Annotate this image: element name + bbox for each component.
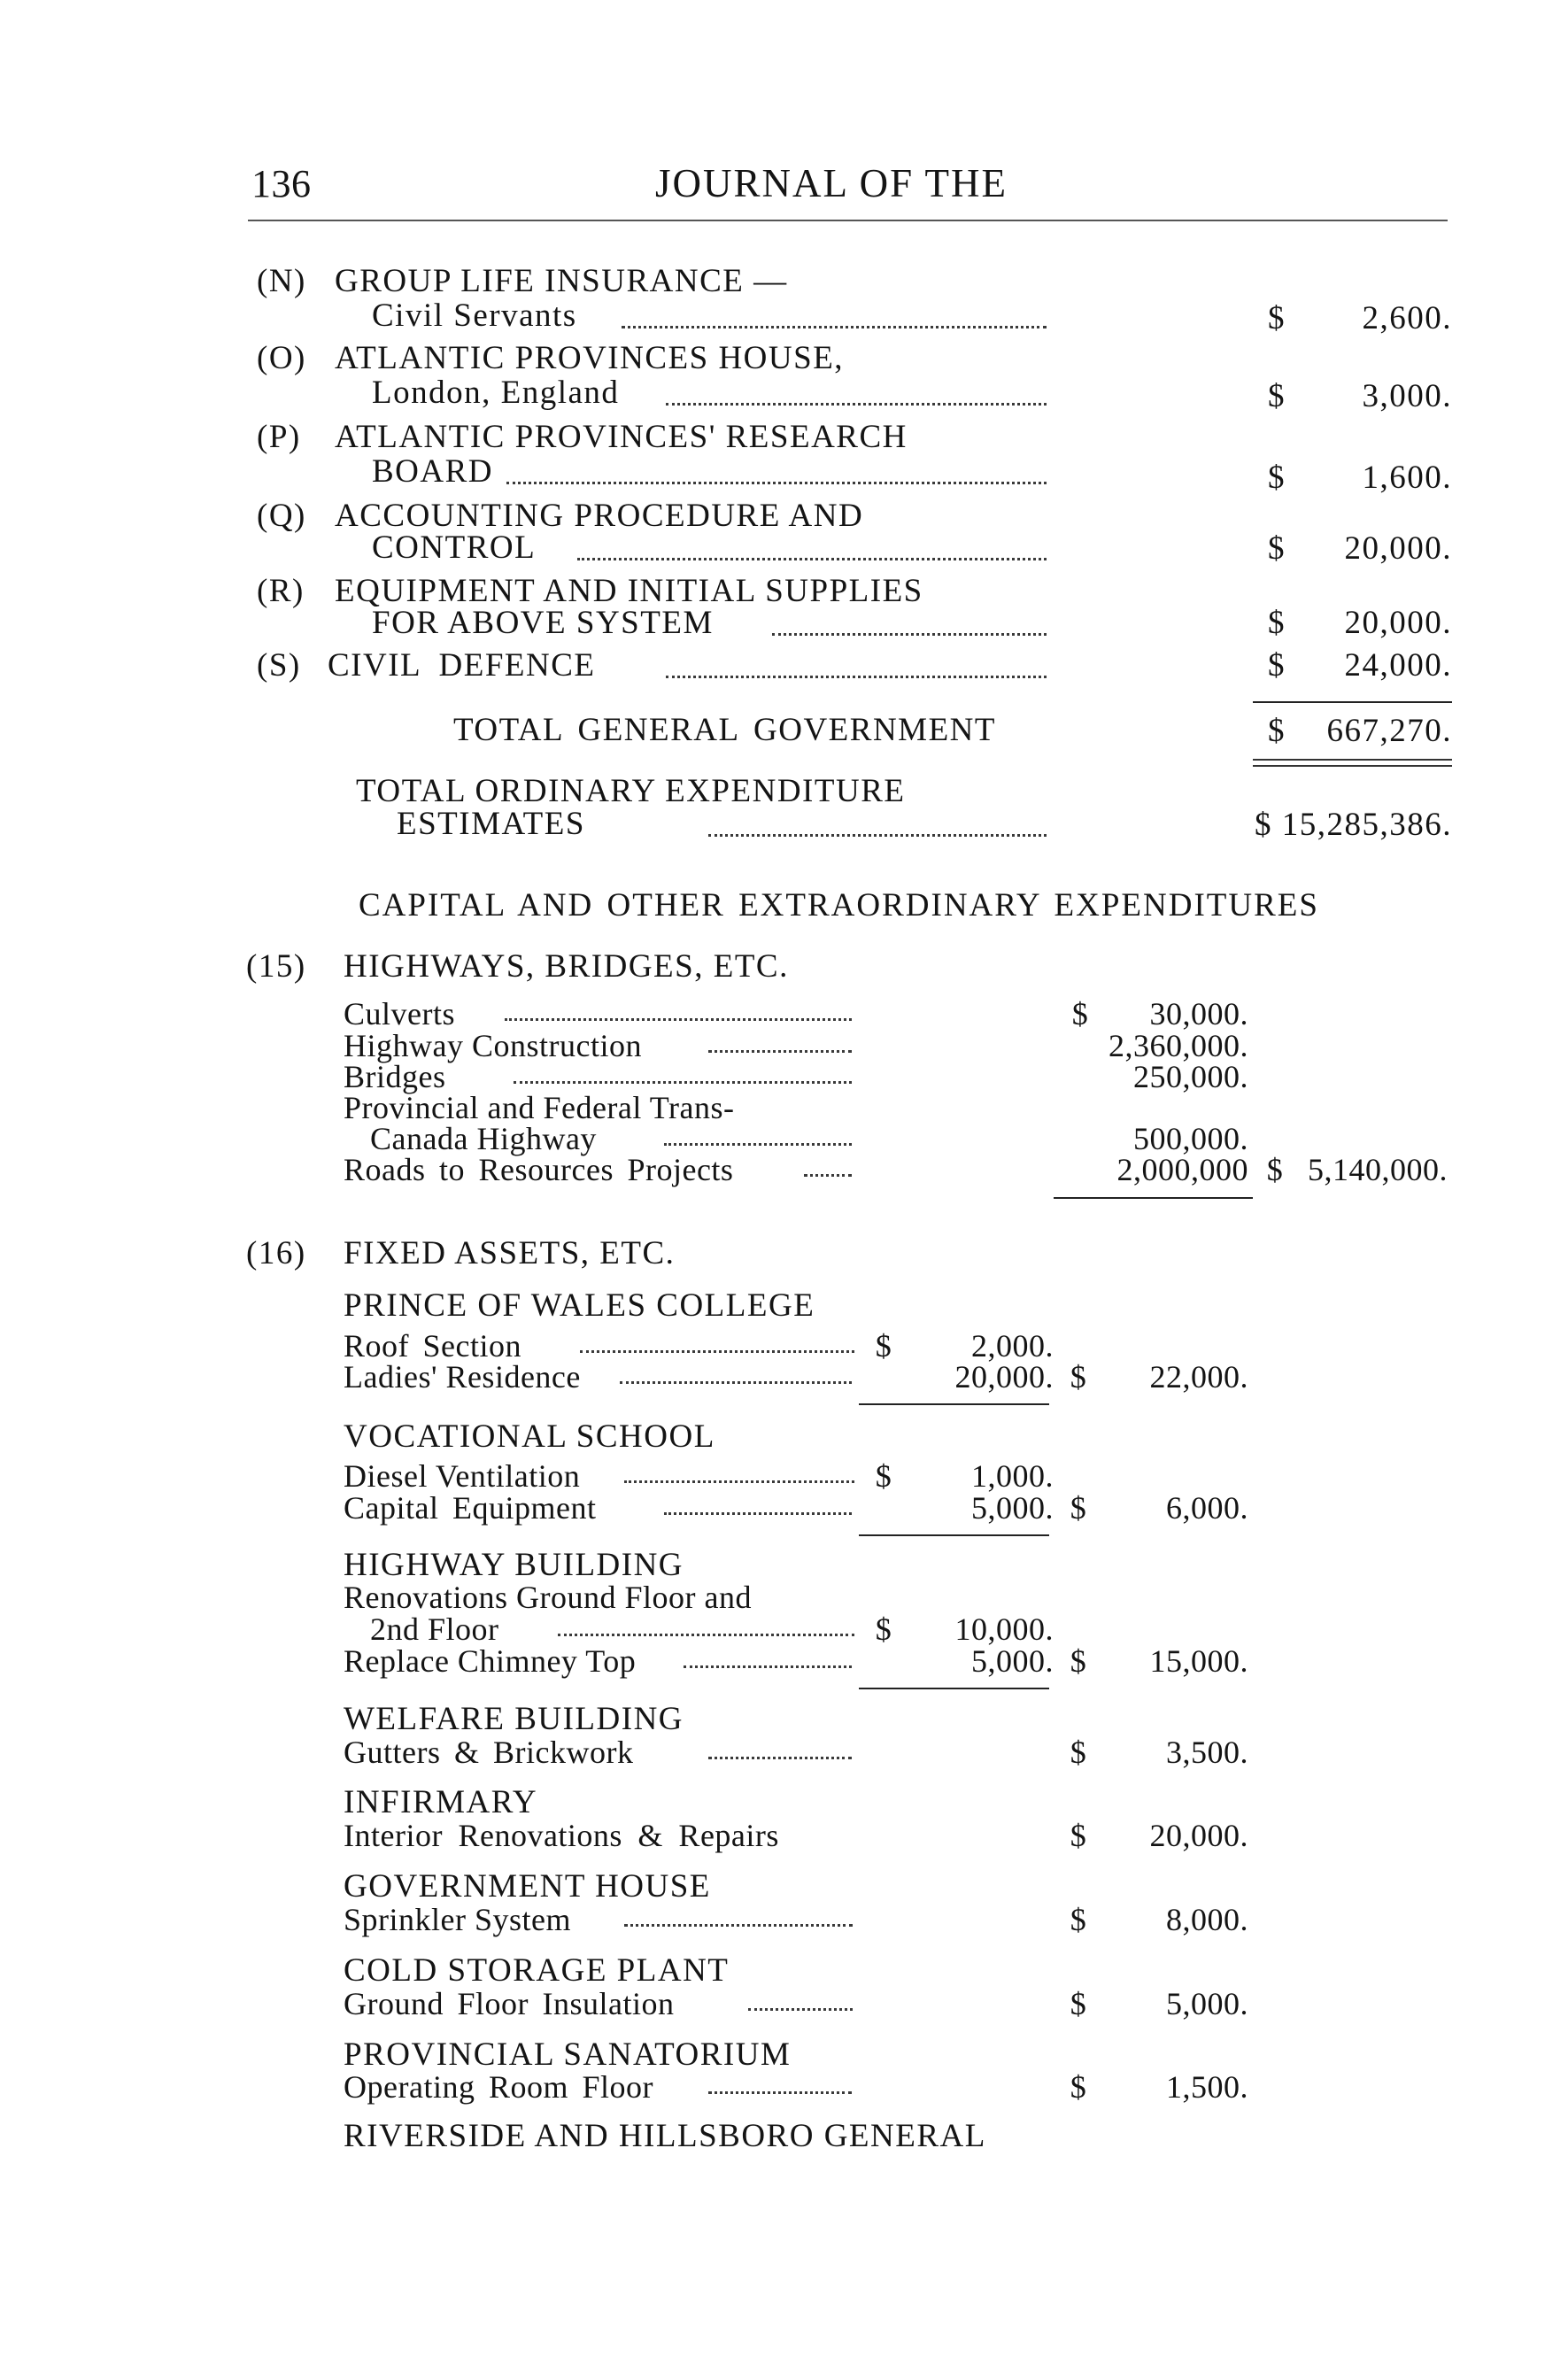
dollar-sign: $ — [1071, 996, 1089, 1032]
line-item-label: 2nd Floor — [370, 1611, 499, 1647]
line-item-amount: 250,000. — [1133, 1059, 1248, 1094]
dollar-sign: $ — [1268, 378, 1286, 414]
leader-dots — [577, 558, 1047, 560]
item-code: (O) — [257, 340, 306, 376]
leader-dots — [666, 403, 1047, 406]
leader-dots — [664, 1512, 852, 1515]
group-title: COLD STORAGE PLANT — [344, 1952, 730, 1989]
leader-dots — [684, 1665, 852, 1668]
group-title: INFIRMARY — [344, 1784, 538, 1820]
line-item-label: Renovations Ground Floor and — [344, 1580, 752, 1615]
leader-dots — [622, 326, 1047, 328]
item-code: (N) — [257, 263, 306, 299]
leader-dots — [506, 482, 1047, 484]
running-head: JOURNAL OF THE — [655, 161, 1008, 205]
line-item-label: Ladies' Residence — [344, 1359, 581, 1395]
subtotal-rule — [859, 1688, 1049, 1689]
item-amount: 3,000. — [1362, 378, 1452, 414]
group-title: HIGHWAY BUILDING — [344, 1547, 684, 1583]
item-title: ATLANTIC PROVINCES HOUSE, — [335, 340, 845, 376]
group-total: 5,000. — [1166, 1986, 1248, 2021]
dollar-sign: $ — [1268, 460, 1286, 496]
line-item-label: Bridges — [344, 1059, 446, 1094]
leader-dots — [666, 676, 1047, 678]
group-total: 15,000. — [1149, 1643, 1248, 1679]
line-item-label: Sprinkler System — [344, 1902, 571, 1937]
line-item-amount: 1,000. — [971, 1458, 1054, 1494]
total-ordinary-label: TOTAL ORDINARY EXPENDITURE — [356, 773, 906, 809]
total-ordinary-label-2: ESTIMATES — [397, 806, 585, 842]
group-total: 20,000. — [1149, 1818, 1248, 1853]
line-item-amount: 2,000. — [971, 1328, 1054, 1364]
group-title: GOVERNMENT HOUSE — [344, 1868, 711, 1905]
item-title: GROUP LIFE INSURANCE — — [335, 263, 788, 299]
line-item-label: Provincial and Federal Trans- — [344, 1090, 735, 1125]
group-total: 3,500. — [1166, 1735, 1248, 1770]
highways-total: 5,140,000. — [1308, 1152, 1448, 1187]
line-item-amount: 30,000. — [1149, 996, 1248, 1032]
line-item-label: Roof Section — [344, 1328, 521, 1364]
total-general-label: TOTAL GENERAL GOVERNMENT — [453, 712, 996, 748]
section-code: (16) — [246, 1235, 306, 1271]
line-item-label: Roads to Resources Projects — [344, 1152, 734, 1187]
page-number: 136 — [251, 162, 312, 205]
item-title: ATLANTIC PROVINCES' RESEARCH — [335, 419, 908, 455]
item-subtitle: BOARD — [372, 453, 494, 490]
leader-dots — [558, 1634, 854, 1636]
dollar-sign: $ — [1268, 647, 1286, 684]
total-ordinary-amount: $ 15,285,386. — [1255, 807, 1452, 843]
dollar-sign: $ — [1070, 1986, 1087, 2021]
leader-dots — [708, 2091, 852, 2094]
subsection-title: HIGHWAYS, BRIDGES, ETC. — [344, 948, 789, 985]
subtotal-rule — [1253, 701, 1452, 703]
leader-dots — [505, 1018, 852, 1021]
group-title: RIVERSIDE AND HILLSBORO GENERAL — [344, 2118, 986, 2154]
leader-dots — [804, 1174, 852, 1177]
line-item-label: Highway Construction — [344, 1028, 642, 1063]
leader-dots — [514, 1081, 852, 1084]
total-general-amount: 667,270. — [1326, 713, 1452, 749]
line-item-label: Ground Floor Insulation — [344, 1986, 675, 2021]
dollar-sign: $ — [1268, 713, 1286, 749]
dollar-sign: $ — [875, 1328, 892, 1364]
subtotal-rule — [859, 1534, 1049, 1536]
item-subtitle: CONTROL — [372, 529, 537, 566]
dollar-sign: $ — [1268, 605, 1286, 641]
line-item-amount: 20,000. — [954, 1359, 1054, 1395]
leader-dots — [708, 1050, 852, 1053]
leader-dots — [748, 2008, 853, 2011]
item-title: ACCOUNTING PROCEDURE AND — [335, 498, 864, 534]
line-item-label: Operating Room Floor — [344, 2069, 653, 2105]
item-code: (R) — [257, 573, 305, 609]
leader-dots — [664, 1143, 852, 1146]
dollar-sign: $ — [1070, 1818, 1087, 1853]
line-item-label: Diesel Ventilation — [344, 1458, 581, 1494]
line-item-amount: 10,000. — [954, 1611, 1054, 1647]
section-title: CAPITAL AND OTHER EXTRAORDINARY EXPENDITURES — [359, 887, 1319, 923]
group-title: VOCATIONAL SCHOOL — [344, 1418, 715, 1455]
item-amount: 20,000. — [1344, 530, 1452, 567]
leader-dots — [708, 1757, 852, 1759]
dollar-sign: $ — [1268, 300, 1286, 336]
item-title: EQUIPMENT AND INITIAL SUPPLIES — [335, 573, 923, 609]
group-total: 22,000. — [1149, 1359, 1248, 1395]
group-title: WELFARE BUILDING — [344, 1701, 684, 1737]
item-code: (P) — [257, 419, 301, 455]
dollar-sign: $ — [1070, 2069, 1087, 2105]
line-item-label: Culverts — [344, 996, 455, 1032]
dollar-sign: $ — [1070, 1735, 1087, 1770]
dollar-sign: $ — [1070, 1902, 1087, 1937]
item-amount: 1,600. — [1362, 460, 1452, 496]
line-item-amount: 2,000,000 — [1116, 1152, 1248, 1187]
subtotal-rule — [1054, 1197, 1253, 1199]
line-item-amount: 500,000. — [1133, 1121, 1248, 1156]
dollar-sign: $ — [875, 1458, 892, 1494]
item-amount: 20,000. — [1344, 605, 1452, 641]
item-title: CIVIL DEFENCE — [328, 647, 596, 684]
header-rule — [248, 220, 1448, 221]
line-item-amount: 5,000. — [971, 1643, 1054, 1679]
line-item-amount: 5,000. — [971, 1490, 1054, 1526]
dollar-sign: $ — [1070, 1359, 1087, 1395]
double-rule — [1253, 759, 1452, 767]
dollar-sign: $ — [1070, 1490, 1087, 1526]
dollar-sign: $ — [1268, 530, 1286, 567]
item-amount: 24,000. — [1344, 647, 1452, 684]
subtotal-rule — [859, 1403, 1049, 1405]
item-code: (S) — [257, 647, 301, 684]
item-subtitle: London, England — [372, 375, 620, 411]
group-total: 1,500. — [1166, 2069, 1248, 2105]
leader-dots — [772, 633, 1047, 636]
item-amount: 2,600. — [1362, 300, 1452, 336]
dollar-sign: $ — [1266, 1152, 1284, 1187]
dollar-sign: $ — [875, 1611, 892, 1647]
subsection-title: FIXED ASSETS, ETC. — [344, 1235, 676, 1271]
leader-dots — [624, 1480, 854, 1483]
line-item-label: Interior Renovations & Repairs — [344, 1818, 779, 1853]
line-item-label: Capital Equipment — [344, 1490, 597, 1526]
line-item-label: Canada Highway — [370, 1121, 597, 1156]
section-code: (15) — [246, 948, 306, 985]
line-item-label: Gutters & Brickwork — [344, 1735, 634, 1770]
group-total: 8,000. — [1166, 1902, 1248, 1937]
dollar-sign: $ — [1070, 1643, 1087, 1679]
item-code: (Q) — [257, 498, 306, 534]
leader-dots — [620, 1381, 852, 1384]
group-total: 6,000. — [1166, 1490, 1248, 1526]
group-title: PROVINCIAL SANATORIUM — [344, 2036, 792, 2073]
line-item-amount: 2,360,000. — [1109, 1028, 1248, 1063]
item-subtitle: FOR ABOVE SYSTEM — [372, 605, 714, 641]
leader-dots — [624, 1924, 853, 1927]
leader-dots — [708, 834, 1047, 837]
leader-dots — [580, 1350, 854, 1353]
group-title: PRINCE OF WALES COLLEGE — [344, 1287, 815, 1324]
line-item-label: Replace Chimney Top — [344, 1643, 637, 1679]
item-subtitle: Civil Servants — [372, 298, 577, 334]
